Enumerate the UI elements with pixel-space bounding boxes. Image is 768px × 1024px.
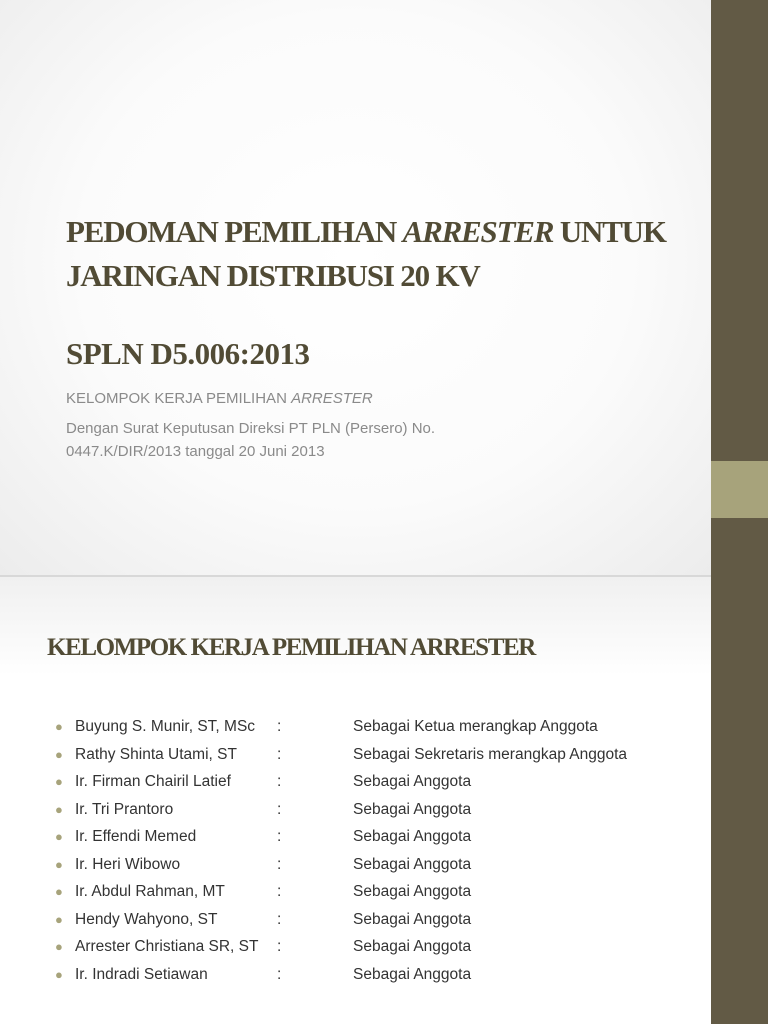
title-text-end: UNTUK JARINGAN DISTRIBUSI 20 KV: [66, 214, 666, 293]
list-item: [55, 713, 695, 741]
round-bullet-icon: ●: [55, 856, 63, 872]
title-text-arrester: ARRESTER: [402, 214, 554, 249]
round-bullet-icon: ●: [55, 801, 63, 817]
subtitle-text-arrester: ARRESTER: [291, 390, 373, 407]
members-heading: KELOMPOK KERJA PEMILIHAN ARRESTER: [47, 634, 535, 661]
decree-line-2: 0447.K/DIR/2013 tanggal 20 Juni 2013: [66, 443, 325, 460]
round-bullet-icon: ●: [55, 829, 63, 844]
list-item: [55, 823, 695, 851]
member-colon: :: [277, 855, 282, 873]
member-colon: :: [277, 800, 282, 818]
member-name: Ir. Firman Chairil Latief: [75, 773, 231, 790]
document-title: [66, 210, 706, 298]
member-colon: :: [277, 718, 282, 735]
round-bullet-icon: ●: [55, 939, 63, 954]
member-colon: :: [277, 745, 282, 763]
round-bullet-icon: ●: [55, 911, 63, 927]
list-item: [55, 906, 695, 934]
decree-line-1: Dengan Surat Keputusan Direksi PT PLN (Persero) No.: [66, 420, 436, 437]
member-colon: :: [277, 773, 282, 790]
member-name: Ir. Effendi Memed: [75, 828, 197, 845]
member-role: Sebagai Anggota: [353, 910, 472, 928]
decree-reference: [66, 417, 666, 463]
working-group-subtitle: [66, 389, 666, 409]
list-item: [55, 933, 695, 961]
round-bullet-icon: ●: [55, 746, 63, 762]
list-item: [55, 851, 695, 879]
sidebar-accent-block: [711, 461, 768, 518]
round-bullet-icon: ●: [55, 884, 63, 899]
member-role: Sebagai Sekretaris merangkap Anggota: [353, 745, 628, 763]
member-colon: :: [277, 910, 282, 928]
member-role: Sebagai Anggota: [353, 773, 472, 790]
subtitle-text: KELOMPOK KERJA PEMILIHAN: [66, 390, 292, 407]
member-name: Hendy Wahyono, ST: [75, 910, 218, 928]
member-role: Sebagai Anggota: [353, 855, 472, 873]
member-colon: :: [277, 883, 282, 900]
member-name: Ir. Heri Wibowo: [75, 855, 181, 873]
member-name: Buyung S. Munir, ST, MSc: [75, 718, 256, 735]
member-role: Sebagai Anggota: [353, 883, 472, 900]
member-name: Arrester Christiana SR, ST: [75, 938, 259, 955]
member-name: Rathy Shinta Utami, ST: [75, 745, 237, 763]
list-item: [55, 878, 695, 906]
member-role: Sebagai Anggota: [353, 800, 472, 818]
member-name: Ir. Abdul Rahman, MT: [75, 883, 225, 900]
list-item: [55, 768, 695, 796]
member-colon: :: [277, 938, 282, 955]
members-list: [55, 713, 695, 988]
list-item: [55, 961, 695, 989]
round-bullet-icon: ●: [55, 774, 63, 789]
list-item: [55, 741, 695, 769]
member-colon: :: [277, 965, 282, 983]
member-role: Sebagai Anggota: [353, 965, 472, 983]
member-role: Sebagai Ketua merangkap Anggota: [353, 718, 598, 735]
member-name: Ir. Tri Prantoro: [75, 800, 174, 818]
title-text-start: PEDOMAN PEMILIHAN: [66, 214, 403, 249]
round-bullet-icon: ●: [55, 966, 63, 982]
member-colon: :: [277, 828, 282, 845]
members-slide: [0, 577, 711, 1024]
list-item: [55, 796, 695, 824]
member-role: Sebagai Anggota: [353, 828, 472, 845]
round-bullet-icon: ●: [55, 719, 63, 734]
standard-code: SPLN D5.006:2013: [66, 336, 310, 371]
member-role: Sebagai Anggota: [353, 938, 472, 955]
member-name: Ir. Indradi Setiawan: [75, 965, 208, 983]
